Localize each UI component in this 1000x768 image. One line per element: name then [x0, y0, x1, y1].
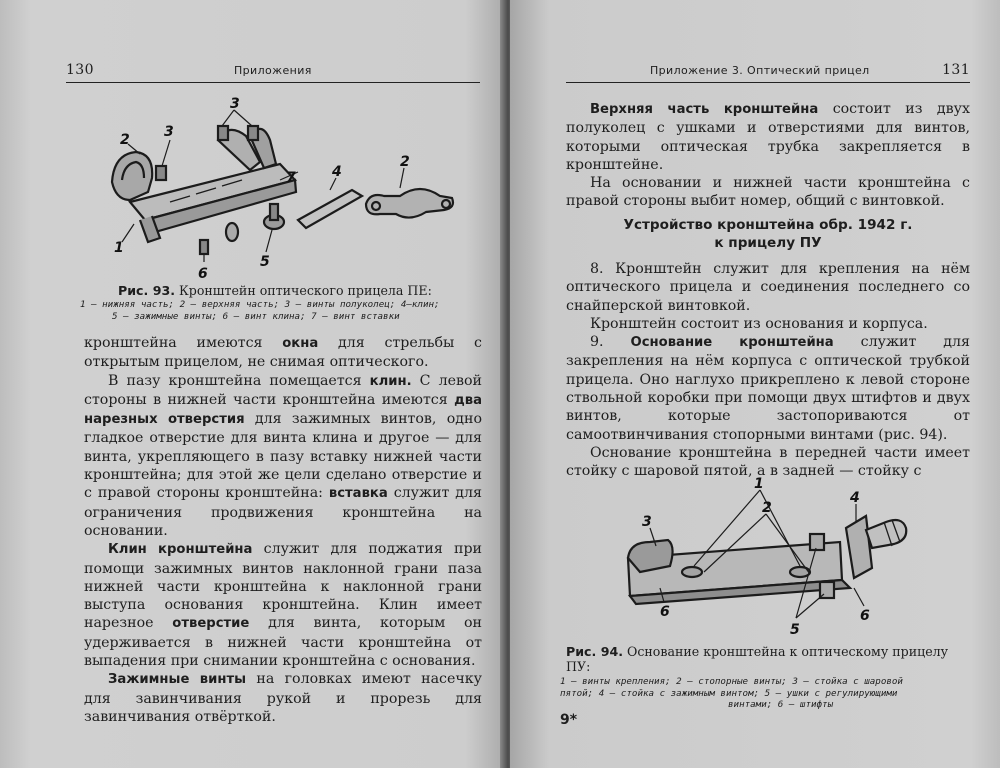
- paragraph: [84, 670, 482, 726]
- text-run: для винта, которым он удерживается в нижней части кронштейна от выпадения при снимании кронштейна с основания.: [84, 615, 482, 670]
- bold-term: клин.: [369, 373, 412, 389]
- bold-term: окна: [282, 336, 319, 351]
- bold-term: Зажимные винты: [108, 672, 247, 688]
- section-title: [566, 216, 970, 252]
- fig93-callout-4: 4: [332, 164, 342, 180]
- figure-94-legend: [560, 676, 972, 711]
- fig94-callout-5: 5: [790, 622, 800, 636]
- figure-93-title: Кронштейн оптического прицела ПЕ:: [179, 283, 432, 298]
- figure-94-caption: [566, 644, 970, 674]
- fig93-callout-1: 1: [114, 240, 124, 256]
- figure-93-legend-line: 1 — нижняя часть; 2 — верхняя часть; 3 — винты полуколец; 4—клин;: [80, 299, 440, 310]
- right-page: [510, 0, 1000, 768]
- left-running-title: Приложения: [234, 64, 312, 77]
- fig94-callout-6b: 6: [860, 608, 870, 624]
- text-run: служит для ограничения продвижения кронштейна на основании.: [84, 485, 482, 539]
- text-run: для стрельбы с открытым прицелом, не снимая оптического.: [84, 335, 482, 371]
- figure-93-caption: [118, 283, 478, 298]
- bold-term: Клин кронштейна: [108, 542, 253, 558]
- paragraph: [566, 333, 970, 444]
- text-run: служит для закрепления на нём корпуса с оптической трубкой прицела. Оно наглухо прикреплено к левой стороне ствольной коробки при помощи двух штифтов и двух винтов, которые застопориваются от самоотвинчивания стопорными винтами (рис. 94).: [566, 334, 970, 443]
- bold-term: два нарезных отверстия: [84, 392, 482, 428]
- fig93-callout-7: 7: [286, 170, 296, 186]
- section-title-line: к прицелу ПУ: [714, 235, 822, 251]
- figure-94-title: Основание кронштейна к оптическому прицелу ПУ:: [566, 644, 949, 674]
- fig94-callout-6a: 6: [660, 604, 670, 620]
- right-body-text-main: [566, 260, 970, 481]
- bold-term: вставка: [328, 486, 388, 502]
- fig93-callout-3a: 3: [164, 124, 174, 140]
- fig93-callout-6: 6: [198, 266, 208, 282]
- signature-mark: 9*: [560, 712, 578, 728]
- fig93-callout-2a: 2: [120, 132, 130, 148]
- figure-94-illustration: [610, 476, 940, 636]
- bold-term: отверстие: [172, 616, 250, 632]
- fig94-callout-4: 4: [850, 490, 860, 506]
- paragraph: Основание кронштейна в передней части имеет стойку с шаровой пятой, а в задней — стойку с: [566, 444, 970, 480]
- figure-93-legend-line: 5 — зажимные винты; 6 — винт клина; 7 — винт вставки: [112, 310, 400, 322]
- text-run: для зажимных винтов, одно гладкое отверстие для винта клина и другое — для винта, укрепляющего в пазу вставку нижней части кронштейна; для этой же цели сделано отверстие и с правой стороны кронштейна:: [84, 411, 482, 502]
- figure-93-legend: [80, 299, 490, 322]
- text-run: служит для поджатия при помощи зажимных винтов наклонной грани паза нижней части кронштейна к наклонной грани выступа основания кронштейна. Клин имеет нарезное: [84, 541, 482, 632]
- left-running-head: [66, 60, 480, 83]
- paragraph: На основании и нижней части кронштейна с правой стороны выбит номер, общий с винтовкой.: [566, 175, 970, 210]
- right-running-title: Приложение 3. Оптический прицел: [650, 64, 870, 77]
- paragraph: Кронштейн состоит из основания и корпуса.: [590, 315, 928, 332]
- figure-93-illustration: [100, 92, 470, 282]
- left-body-text: [84, 334, 482, 726]
- left-page-number: 130: [66, 62, 94, 78]
- right-page-number: 131: [942, 62, 970, 78]
- bold-term: Основание кронштейна: [630, 335, 834, 351]
- text-run: состоит из двух полуколец с ушками и отверстиями для винтов, которыми оптическая трубка закрепляется в кронштейне.: [566, 101, 970, 173]
- text-run: С левой стороны в нижней части кронштейна имеются: [84, 372, 482, 408]
- fig94-callout-1: 1: [754, 476, 764, 492]
- right-running-head: [566, 60, 970, 83]
- right-body-text-top: [566, 100, 970, 211]
- section-title-line: Устройство кронштейна обр. 1942 г.: [623, 217, 913, 233]
- paragraph: [566, 100, 970, 174]
- paragraph: [84, 372, 482, 541]
- fig94-callout-3: 3: [642, 514, 652, 530]
- figure-94-label: Рис. 94.: [566, 644, 623, 659]
- fig93-callout-2b: 2: [400, 154, 410, 170]
- text-run: В пазу кронштейна помещается: [108, 372, 370, 389]
- paragraph: [84, 334, 482, 372]
- figure-93-label: Рис. 93.: [118, 283, 175, 298]
- fig93-callout-5: 5: [260, 254, 270, 270]
- fig94-callout-2: 2: [762, 500, 772, 516]
- figure-94-legend-line: винтами; 6 — штифты: [728, 699, 834, 710]
- text-run: кронштейна имеются: [84, 335, 283, 351]
- figure-94-legend-line: пятой; 4 — стойка с зажимным винтом; 5 — ушки с регулирующими: [560, 687, 898, 699]
- text-run: на головках имеют насечку для завинчивания рукой и прорезь для завинчивания отвёрткой.: [84, 671, 482, 725]
- figure-94-legend-line: 1 — винты крепления; 2 — стопорные винты; 3 — стойка с шаровой: [560, 676, 903, 687]
- paragraph: 8. Кронштейн служит для крепления на нём оптического прицела и соединения последнего со снайперской винтовкой.: [566, 261, 970, 314]
- paragraph: [84, 540, 482, 670]
- text-run: 9.: [590, 334, 631, 351]
- bold-term: Верхняя часть кронштейна: [590, 102, 819, 117]
- fig93-callout-3b: 3: [230, 96, 240, 112]
